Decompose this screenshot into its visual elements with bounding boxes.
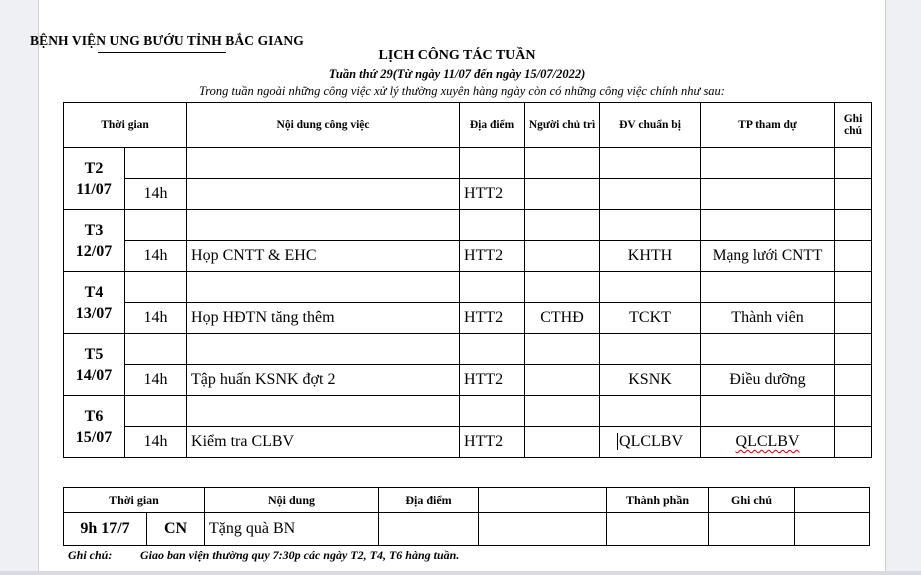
note-cell-top[interactable] bbox=[835, 272, 872, 303]
event-note-cell[interactable] bbox=[709, 513, 795, 546]
footer-note-label: Ghi chú: bbox=[68, 548, 113, 562]
attendees-cell-top[interactable] bbox=[701, 272, 835, 303]
prep-cell[interactable]: TCKT bbox=[600, 303, 701, 334]
content-cell-top[interactable] bbox=[187, 272, 460, 303]
day-label: T6 bbox=[84, 407, 104, 425]
window-bottom-edge bbox=[0, 571, 921, 575]
col-place-header: Địa điểm bbox=[460, 103, 525, 148]
time-cell[interactable]: 14h bbox=[125, 179, 187, 210]
schedule-header-row bbox=[64, 103, 872, 148]
place-cell[interactable]: HTT2 bbox=[460, 303, 525, 334]
events-header-row bbox=[64, 488, 870, 513]
time-cell[interactable]: 14h bbox=[125, 427, 187, 458]
day-cell[interactable] bbox=[64, 210, 125, 272]
attendees-cell-top[interactable] bbox=[701, 334, 835, 365]
intro-text: Trong tuần ngoài những công việc xử lý thường xuyên hàng ngày còn có những công việc chính như sau: bbox=[199, 84, 725, 98]
content-cell-top[interactable] bbox=[187, 334, 460, 365]
chair-cell[interactable] bbox=[525, 241, 600, 272]
prep-cell[interactable] bbox=[600, 179, 701, 210]
note-cell[interactable] bbox=[835, 179, 872, 210]
time-cell-top[interactable] bbox=[125, 334, 187, 365]
week-line: Tuần thứ 29(Từ ngày 11/07 đến ngày 15/07/2022) bbox=[328, 67, 586, 81]
day-label: T3 bbox=[84, 221, 104, 239]
place-cell-top[interactable] bbox=[460, 272, 525, 303]
time-cell-top[interactable] bbox=[125, 272, 187, 303]
col-attendees-header: TP tham dự bbox=[701, 103, 835, 148]
attendees-cell-top[interactable] bbox=[701, 148, 835, 179]
events-col-empty-header bbox=[479, 488, 607, 513]
events-col-place-header: Địa điểm bbox=[379, 488, 479, 513]
attendees-cell-top[interactable] bbox=[701, 396, 835, 427]
table-row bbox=[64, 148, 872, 179]
time-cell[interactable]: 14h bbox=[125, 241, 187, 272]
note-cell-top[interactable] bbox=[835, 396, 872, 427]
content-cell[interactable]: Kiểm tra CLBV bbox=[187, 427, 460, 458]
attendees-cell[interactable]: Điều dưỡng bbox=[701, 365, 835, 396]
event-time-cell[interactable]: 9h 17/7 bbox=[64, 513, 147, 546]
place-cell[interactable]: HTT2 bbox=[460, 365, 525, 396]
event-place-cell[interactable] bbox=[379, 513, 479, 546]
place-cell-top[interactable] bbox=[460, 334, 525, 365]
spellcheck-underlined-text: QLCLBV bbox=[735, 433, 800, 450]
table-row bbox=[64, 241, 872, 272]
table-row bbox=[64, 272, 872, 303]
organization-name: BỆNH VIỆN UNG BƯỚU TỈNH BẮC GIANG bbox=[30, 33, 304, 48]
chair-cell[interactable] bbox=[525, 365, 600, 396]
time-cell-top[interactable] bbox=[125, 210, 187, 241]
note-cell[interactable] bbox=[835, 241, 872, 272]
chair-cell-top[interactable] bbox=[525, 334, 600, 365]
place-cell-top[interactable] bbox=[460, 396, 525, 427]
prep-cell[interactable]: KHTH bbox=[600, 241, 701, 272]
day-cell[interactable] bbox=[64, 334, 125, 396]
col-content-header: Nội dung công việc bbox=[187, 103, 460, 148]
chair-cell[interactable] bbox=[525, 179, 600, 210]
note-cell-top[interactable] bbox=[835, 148, 872, 179]
attendees-cell-top[interactable] bbox=[701, 210, 835, 241]
table-row bbox=[64, 427, 872, 458]
note-cell[interactable] bbox=[835, 365, 872, 396]
prep-cell-top[interactable] bbox=[600, 272, 701, 303]
event-members-cell[interactable] bbox=[607, 513, 709, 546]
event-last-cell[interactable] bbox=[795, 513, 870, 546]
events-col-members-header: Thành phần bbox=[607, 488, 709, 513]
day-label: T2 bbox=[84, 159, 104, 177]
place-cell[interactable]: HTT2 bbox=[460, 427, 525, 458]
prep-cell-top[interactable] bbox=[600, 334, 701, 365]
footer-note-text: Giao ban viện thường quy 7:30p các ngày T2, T4, T6 hàng tuần. bbox=[140, 548, 460, 562]
day-cell[interactable] bbox=[64, 148, 125, 210]
content-cell[interactable] bbox=[187, 179, 460, 210]
content-cell-top[interactable] bbox=[187, 210, 460, 241]
attendees-cell[interactable]: Mạng lưới CNTT bbox=[701, 241, 835, 272]
place-cell-top[interactable] bbox=[460, 148, 525, 179]
table-row bbox=[64, 210, 872, 241]
place-cell[interactable]: HTT2 bbox=[460, 179, 525, 210]
attendees-cell[interactable] bbox=[701, 179, 835, 210]
time-cell-top[interactable] bbox=[125, 396, 187, 427]
day-label: T4 bbox=[84, 283, 104, 301]
prep-cell-top[interactable] bbox=[600, 210, 701, 241]
event-day-cell[interactable]: CN bbox=[147, 513, 205, 546]
table-row bbox=[64, 513, 870, 546]
prep-cell[interactable]: KSNK bbox=[600, 365, 701, 396]
events-col-content-header: Nội dung bbox=[205, 488, 379, 513]
chair-cell-top[interactable] bbox=[525, 210, 600, 241]
events-col-note-header: Ghi chú bbox=[709, 488, 795, 513]
weekly-schedule-table bbox=[63, 102, 872, 458]
content-cell[interactable]: Tập huấn KSNK đợt 2 bbox=[187, 365, 460, 396]
prep-cell-top[interactable] bbox=[600, 396, 701, 427]
document-title: LỊCH CÔNG TÁC TUẦN bbox=[378, 48, 536, 63]
col-note-header: Ghi chú bbox=[835, 103, 872, 148]
prep-cell-top[interactable] bbox=[600, 148, 701, 179]
content-cell-top[interactable] bbox=[187, 148, 460, 179]
day-date: 14/07 bbox=[75, 366, 113, 384]
time-cell[interactable]: 14h bbox=[125, 365, 187, 396]
chair-cell-top[interactable] bbox=[525, 148, 600, 179]
footer-note bbox=[68, 548, 459, 563]
chair-cell-top[interactable] bbox=[525, 396, 600, 427]
attendees-cell[interactable] bbox=[701, 427, 835, 458]
note-cell[interactable] bbox=[835, 303, 872, 334]
day-date: 15/07 bbox=[75, 428, 113, 446]
place-cell-top[interactable] bbox=[460, 210, 525, 241]
day-date: 13/07 bbox=[75, 304, 113, 322]
time-cell[interactable]: 14h bbox=[125, 303, 187, 334]
content-cell[interactable]: Họp HĐTN tăng thêm bbox=[187, 303, 460, 334]
events-col-extra-header bbox=[795, 488, 870, 513]
table-row bbox=[64, 396, 872, 427]
prep-cell[interactable] bbox=[600, 427, 701, 458]
note-cell-top[interactable] bbox=[835, 334, 872, 365]
place-cell[interactable]: HTT2 bbox=[460, 241, 525, 272]
chair-cell-top[interactable] bbox=[525, 272, 600, 303]
content-cell[interactable]: Họp CNTT & EHC bbox=[187, 241, 460, 272]
table-row bbox=[64, 334, 872, 365]
event-content-cell[interactable]: Tặng quà BN bbox=[205, 513, 379, 546]
text-cursor: QLCLBV bbox=[619, 433, 684, 450]
event-extra-cell[interactable] bbox=[479, 513, 607, 546]
note-cell-top[interactable] bbox=[835, 210, 872, 241]
day-date: 11/07 bbox=[76, 180, 112, 198]
note-cell[interactable] bbox=[835, 427, 872, 458]
time-cell-top[interactable] bbox=[125, 148, 187, 179]
table-row bbox=[64, 303, 872, 334]
col-prep-header: ĐV chuẩn bị bbox=[600, 103, 701, 148]
table-row bbox=[64, 179, 872, 210]
day-date: 12/07 bbox=[75, 242, 113, 260]
day-cell[interactable] bbox=[64, 396, 125, 458]
chair-cell[interactable]: CTHĐ bbox=[525, 303, 600, 334]
chair-cell[interactable] bbox=[525, 427, 600, 458]
col-chair-header: Người chủ trì bbox=[525, 103, 600, 148]
col-time-header: Thời gian bbox=[64, 103, 187, 148]
weekend-events-table bbox=[63, 487, 870, 546]
events-col-time-header: Thời gian bbox=[64, 488, 205, 513]
day-cell[interactable] bbox=[64, 272, 125, 334]
content-cell-top[interactable] bbox=[187, 396, 460, 427]
day-label: T5 bbox=[84, 345, 104, 363]
table-row bbox=[64, 365, 872, 396]
attendees-cell[interactable]: Thành viên bbox=[701, 303, 835, 334]
